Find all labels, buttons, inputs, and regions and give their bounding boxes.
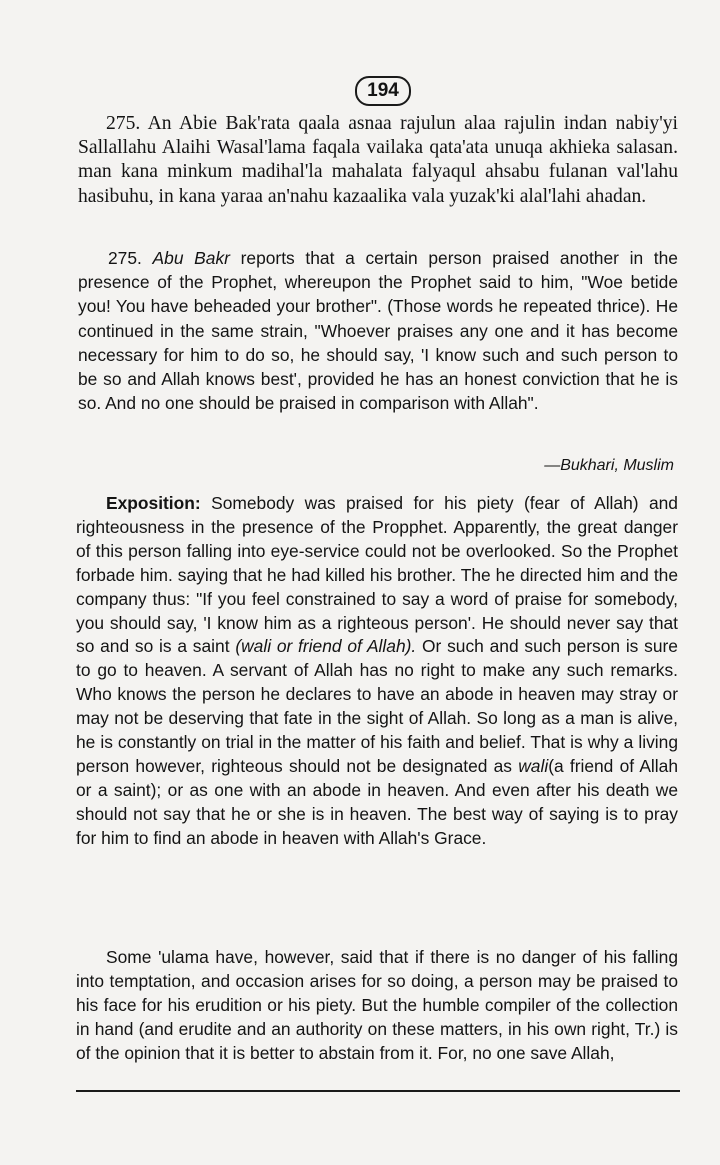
hadith-source: —Bukhari, Muslim — [544, 457, 674, 474]
exposition-paragraph — [76, 492, 678, 851]
exposition-text-1: Somebody was praised for his piety (fear of Allah) and righteousness in the presence of the Propphet. Apparently, the great danger of this person falling into eye-service could not be overlooked. So the Prophet forbade him. saying that he had killed his brother. The he directed him and the company thus: "If you feel constrained to say a word of praise for somebody, you should say, 'I know him as a righteous person'. He should never say that so and so is a saint — [76, 493, 678, 657]
hadith-number: 275. — [108, 248, 142, 268]
footer-rule — [76, 1090, 680, 1092]
transliteration-paragraph: 275. An Abie Bak'rata qaala asnaa rajulun alaa rajulin indan nabiy'yi Sallallahu Alaihi Wasal'lama faqala vailaka qata'ata unuqa akhieka salasan. man kana minkum madihal'la mahalata falyaqul ahsabu fulanan val'lahu hasibuhu, in kana yaraa an'nahu kazaalika vala yuzak'ki alal'lahi ahadan. — [78, 113, 678, 207]
exposition-text-2: Or such and such person is sure to go to heaven. A servant of Allah has no right to make any such remarks. Who knows the person he declares to have an abode in heaven may stray or may not be deserving that fate in the sight of Allah. So long as a man is alive, he is constantly on trial in the matter of his faith and belief. That is why a living person however, righteous should not be designated as — [76, 636, 678, 776]
narrator-name: Abu Bakr — [152, 248, 230, 268]
page-number: 194 — [355, 76, 411, 106]
exposition-italic-2: wali — [518, 755, 549, 776]
exposition-italic-1: (wali or friend of Allah). — [235, 636, 417, 657]
closing-paragraph: Some 'ulama have, however, said that if there is no danger of his falling into temptation, and occasion arises for so doing, a person may be praised to his face for his erudition or his piety. But the humble compiler of the collection in hand (and erudite and an authority on these matters, in his own right, Tr.) is of the opinion that it is better to abstain from it. For, no one save Allah, — [76, 947, 678, 1063]
translation-text: reports that a certain person praised another in the presence of the Prophet, whereupon the Prophet said to him, "Woe betide you! You have beheaded your brother". (Those words he repeated thrice). He continued in the same strain, "Whoever praises any one and it has become necessary for him to do so, he should say, 'I know such and such person to be so and Allah knows best', provided he has an honest conviction that he is so. And no one should be praised in comparison with Allah". — [78, 248, 678, 414]
exposition-text-3: (a friend of Allah or a saint); or as one with an abode in heaven. And even after his death we should not say that he or she is in heaven. The best way of saying is to pray for him to find an abode in heaven with Allah's Grace. — [76, 755, 678, 848]
exposition-heading: Exposition: — [106, 493, 201, 513]
translation-paragraph — [78, 246, 678, 415]
